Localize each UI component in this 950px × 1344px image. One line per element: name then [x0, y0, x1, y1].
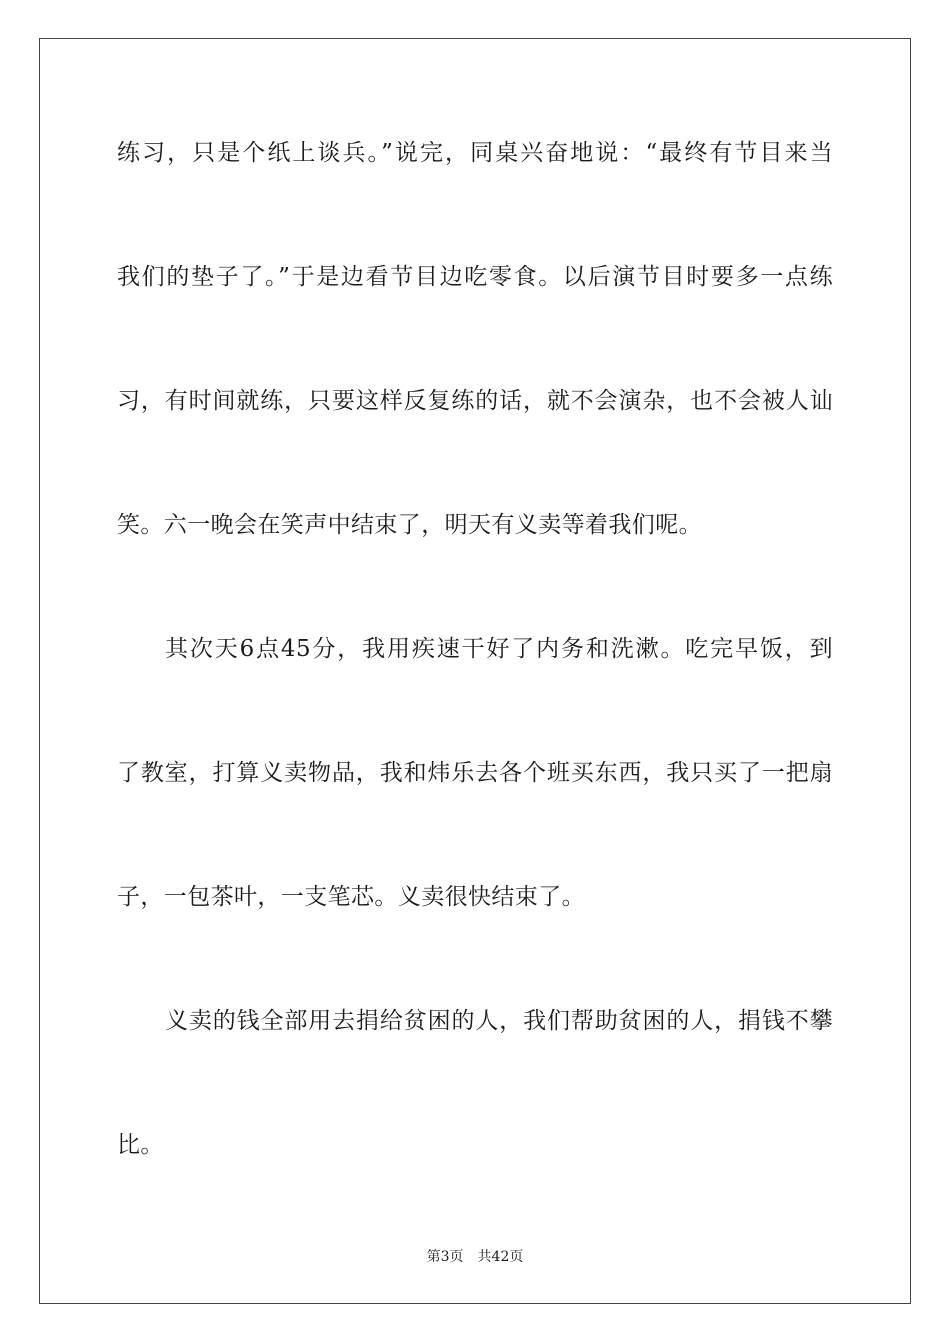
page-border	[39, 38, 911, 1304]
text-line-6: 了教室，打算义卖物品，我和炜乐去各个班买东西，我只买了一把扇	[117, 760, 833, 786]
text-line-3: 习，有时间就练，只要这样反复练的话，就不会演杂，也不会被人讪	[117, 388, 833, 414]
text-line-9: 比。	[117, 1132, 164, 1158]
current-page-label: 第3页	[426, 1249, 464, 1265]
text-line-1: 练习，只是个纸上谈兵。”说完，同桌兴奋地说：“最终有节目来当	[117, 140, 833, 166]
text-line-7: 子，一包茶叶，一支笔芯。义卖很快结束了。	[117, 884, 585, 910]
text-line-8: 义卖的钱全部用去捐给贫困的人，我们帮助贫困的人，捐钱不攀	[165, 1008, 833, 1034]
text-line-4: 笑。六一晚会在笑声中结束了，明天有义卖等着我们呢。	[117, 512, 702, 538]
page-footer	[0, 1248, 950, 1266]
text-line-2: 我们的垫子了。”于是边看节目边吃零食。以后演节目时要多一点练	[117, 264, 833, 290]
total-pages-label: 共42页	[477, 1249, 524, 1265]
text-line-5: 其次天6点45分，我用疾速干好了内务和洗漱。吃完早饭，到	[165, 636, 833, 662]
